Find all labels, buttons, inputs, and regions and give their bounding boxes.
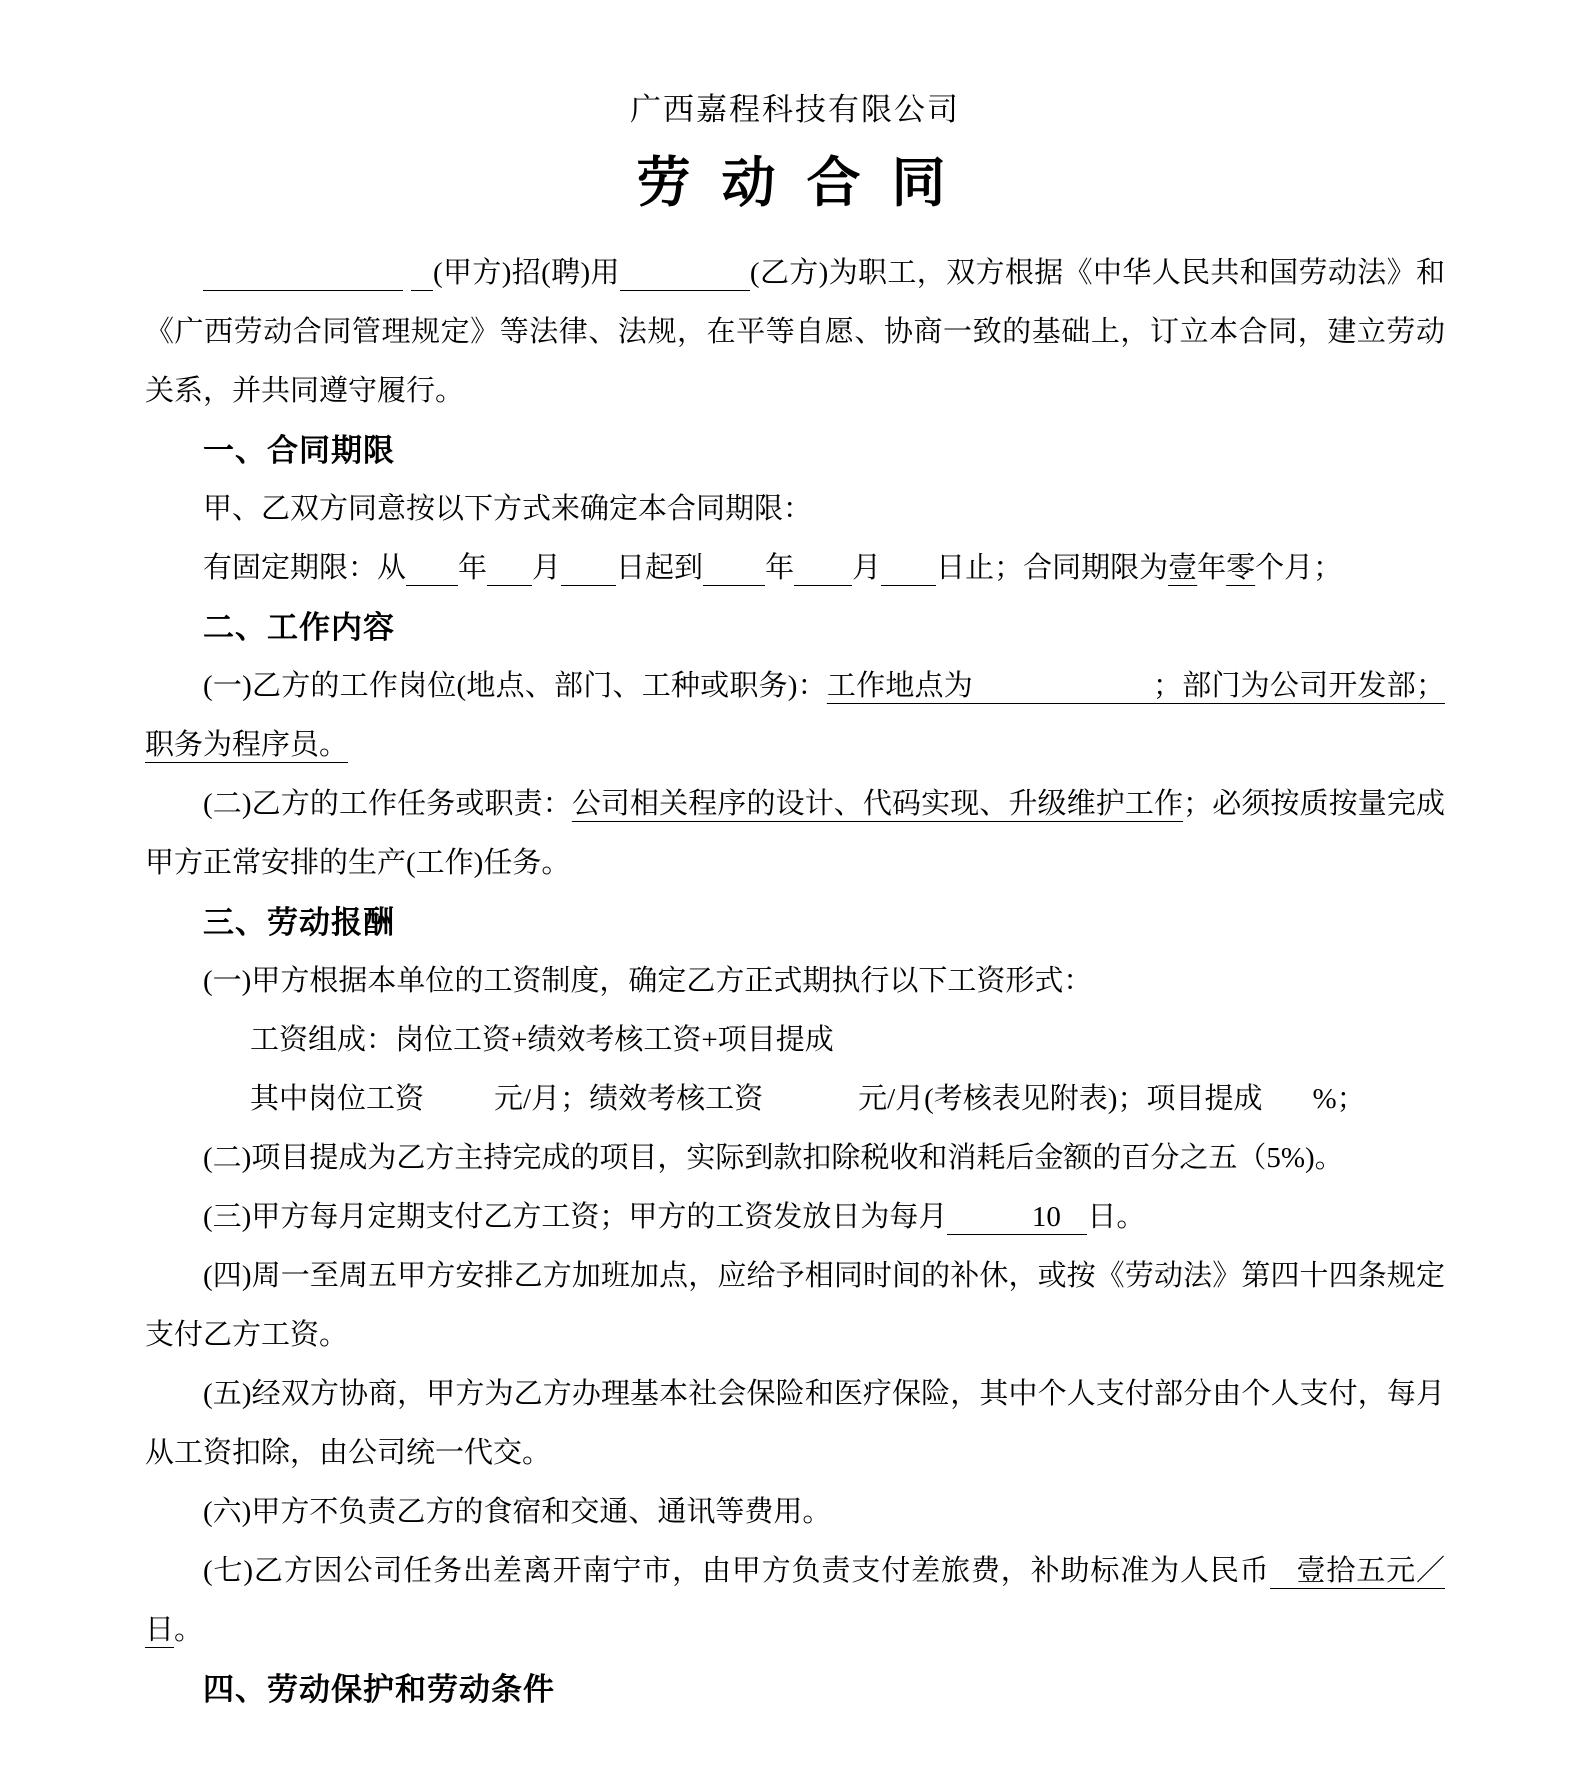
salary-detail-paragraph [145,1070,1445,1129]
start-month-blank [487,547,532,586]
month-label-2: 月 [852,552,882,584]
work-location-label: 工作地点为 [826,670,973,702]
start-day-blank [561,547,616,586]
document-body [145,244,1445,1719]
section-3-heading: 三、劳动报酬 [203,905,395,940]
travel-allowance-label: (七)乙方因公司任务出差离开南宁市，由甲方负责支付差旅费，补助标准为人民币 [203,1555,1270,1587]
allowance-lead-blank [1270,1550,1296,1589]
work-duty-rest: ；必须按质按量完成甲方正常安排的生产(工作)任务。 [145,788,1445,879]
work-location-blank [973,665,1153,704]
end-year-blank [703,547,765,586]
duration-months-value: 零 [1226,552,1256,584]
fixed-term-prefix: 有固定期限：从 [203,552,407,584]
duration-suffix: 个月； [1255,552,1343,584]
month-label: 月 [532,552,562,584]
start-suffix: 日起到 [616,552,704,584]
payday-value: 10 [1031,1201,1061,1233]
work-duty-value: 公司相关程序的设计、代码实现、升级维护工作 [571,788,1184,820]
party-b-name-blank [620,252,750,291]
intro-text: (乙方)为职工，双方根据《中华人民共和国劳动法》和《广西劳动合同管理规定》等法律、法规，在平等自愿、协商一致的基础上，订立本合同，建立劳动关系，并共同遵守履行。 [145,257,1445,407]
duration-mid-label: 年 [1197,552,1227,584]
party-a-name-blank [203,252,403,291]
department-position-value: ；部门为公司开发部；职务为程序员。 [145,670,1445,761]
intro-paragraph [145,244,1445,421]
year-label: 年 [458,552,488,584]
section-4-heading: 四、劳动保护和劳动条件 [203,1672,555,1707]
commission-rule-paragraph: (二)项目提成为乙方主持完成的项目，实际到款扣除税收和消耗后金额的百分之五（5%)。 [203,1142,1344,1174]
travel-allowance-paragraph [145,1542,1445,1660]
work-position-paragraph [145,657,1445,775]
payday-suffix: 日。 [1087,1201,1146,1233]
overtime-paragraph: (四)周一至周五甲方安排乙方加班加点，应给予相同时间的补休，或按《劳动法》第四十四条规定支付乙方工资。 [145,1260,1445,1351]
duration-years-value: 壹 [1168,552,1198,584]
payday-label: (三)甲方每月定期支付乙方工资；甲方的工资发放日为每月 [203,1201,948,1233]
start-year-blank [406,547,458,586]
project-commission-label: 元/月(考核表见附表)；项目提成 [858,1083,1263,1115]
allowance-value: 壹拾五元／日 [145,1555,1445,1646]
base-salary-label: 其中岗位工资 [250,1083,425,1115]
payday-paragraph [145,1188,1445,1247]
allowance-suffix: 。 [174,1614,204,1646]
term-agreement-paragraph: 甲、乙双方同意按以下方式来确定本合同期限： [203,493,813,525]
payday-value-blank [947,1200,1087,1235]
company-name: 广西嘉程科技有限公司 [630,92,960,127]
salary-composition-paragraph: 工资组成：岗位工资+绩效考核工资+项目提成 [250,1024,834,1056]
section-1-heading: 一、合同期限 [203,433,395,468]
document-title: 劳 动 合 同 [636,153,954,213]
fixed-term-paragraph [145,539,1445,598]
work-position-label: (一)乙方的工作岗位(地点、部门、工种或职务)： [203,670,827,702]
expenses-paragraph: (六)甲方不负责乙方的食宿和交通、通讯等费用。 [203,1496,832,1528]
section-2-heading: 二、工作内容 [203,610,395,645]
work-duty-label: (二)乙方的工作任务或职责： [203,788,572,820]
end-day-blank [881,547,936,586]
end-month-blank [794,547,852,586]
performance-salary-label: 元/月；绩效考核工资 [494,1083,764,1115]
percent-label: %； [1312,1083,1366,1115]
party-a-name-blank-short [411,252,433,291]
insurance-paragraph: (五)经双方协商，甲方为乙方办理基本社会保险和医疗保险，其中个人支付部分由个人支付，每月从工资扣除，由公司统一代交。 [145,1378,1445,1469]
year-label-2: 年 [765,552,795,584]
party-a-label: (甲方)招(聘)用 [433,257,620,289]
salary-form-paragraph: (一)甲方根据本单位的工资制度，确定乙方正式期执行以下工资形式： [203,965,1093,997]
end-suffix: 日止；合同期限为 [936,552,1169,584]
work-duty-paragraph [145,775,1445,893]
